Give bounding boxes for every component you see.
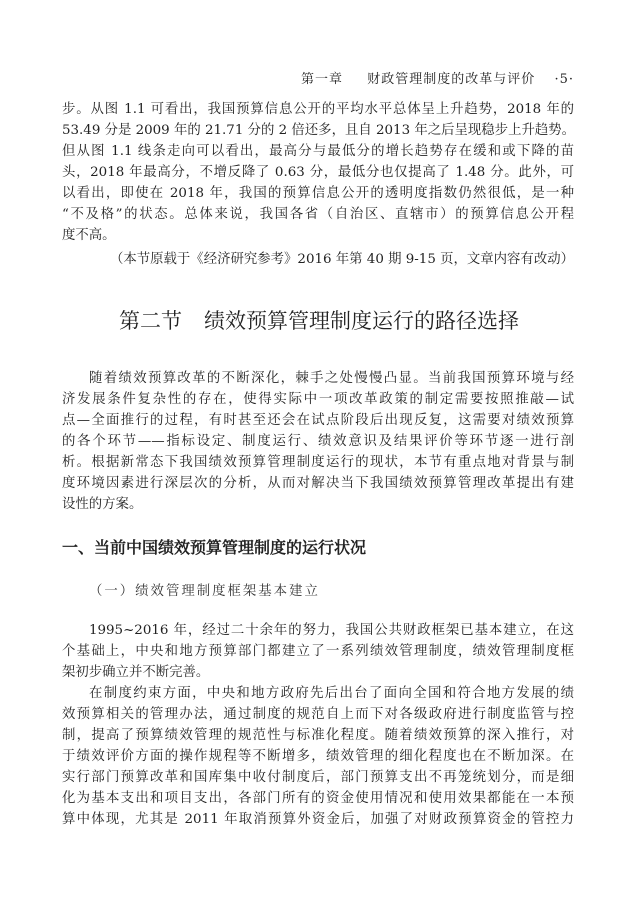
text-line: 步。从图 1.1 可看出，我国预算信息公开的平均水平总体呈上升趋势，2018 年的 [62,102,574,117]
source-note: （本节原载于《经济研究参考》2016 年第 40 期 9-15 页，文章内容有改动） [109,252,574,267]
text-line: 实行部门预算改革和国库集中收付制度后，部门预算支出不再笼统划分，而是细 [62,770,574,785]
text-line: 度不高。 [62,228,116,243]
text-line: 53.49 分是 2009 年的 21.71 分的 2 倍还多，且自 2013 年之后呈现稳步上升趋势。 [62,123,576,138]
text-line: “不及格”的状态。总体来说，我国各省（自治区、直辖市）的预算信息公开程 [62,207,574,222]
heading-level-1: 一、当前中国绩效预算管理制度的运行状况 [62,538,367,557]
text-line: 的各个环节——指标设定、制度运行、绩效意识及结果评价等环节逐一进行剖 [62,434,574,449]
text-line: 但从图 1.1 线条走向可以看出，最高分与最低分的增长趋势存在缓和或下降的苗 [62,144,574,159]
text-line: 架初步确立并不断完善。 [62,665,210,680]
text-line: 度环境因素进行深层次的分析，从而对解决当下我国绩效预算管理改革提出有建 [62,476,574,491]
section-title [0,305,638,335]
running-header [0,68,574,87]
text-line: 随着绩效预算改革的不断深化，棘手之处慢慢凸显。当前我国预算环境与经 [89,371,574,386]
text-line: 设性的方案。 [62,497,143,512]
text-line: 于绩效评价方面的操作规程等不断增多，绩效管理的细化程度也在不断加深。在 [62,749,574,764]
text-line: 效预算相关的管理办法，通过制度的规范自上而下对各级政府进行制度监管与控 [62,707,574,722]
text-line: 点—全面推行的过程，有时甚至还会在试点阶段后出现反复，这需要对绩效预算 [62,413,574,428]
text-line: 算中体现，尤其是 2011 年取消预算外资金后，加强了对财政预算资金的管控力 [62,812,574,827]
text-line: 化为基本支出和项目支出，各部门所有的资金使用情况和使用效果都能在一本预 [62,791,574,806]
text-line: 1995~2016 年，经过二十余年的努力，我国公共财政框架已基本建立，在这 [89,623,574,638]
chapter-number: 第一章 [301,72,344,87]
section-number: 第二节 [119,309,182,333]
text-line: 以看出，即使在 2018 年，我国的预算信息公开的透明度指数仍然很低，是一种 [62,186,574,201]
text-line: 在制度约束方面，中央和地方政府先后出台了面向全国和符合地方发展的绩 [89,686,574,701]
section-title-text: 绩效预算管理制度运行的路径选择 [204,309,519,333]
text-line: 析。根据新常态下我国绩效预算管理制度运行的现状，本节有重点地对背景与制 [62,455,574,470]
text-line: 制，提高了预算绩效管理的规范性与标准化程度。随着绩效预算的深入推行，对 [62,728,574,743]
text-line: 济发展条件复杂性的存在，使得实际中一项改革政策的制定需要按照推敲—试 [62,392,574,407]
chapter-title: 财政管理制度的改革与评价 [367,72,536,87]
text-line: 个基础上，中央和地方预算部门都建立了一系列绩效管理制度，绩效管理制度框 [62,644,574,659]
text-line: 头，2018 年最高分，不增反降了 0.63 分，最低分也仅提高了 1.48 分。此外，可 [62,165,574,180]
page-number: ·5· [554,72,574,87]
heading-level-2: （一）绩效管理制度框架基本建立 [89,584,320,599]
